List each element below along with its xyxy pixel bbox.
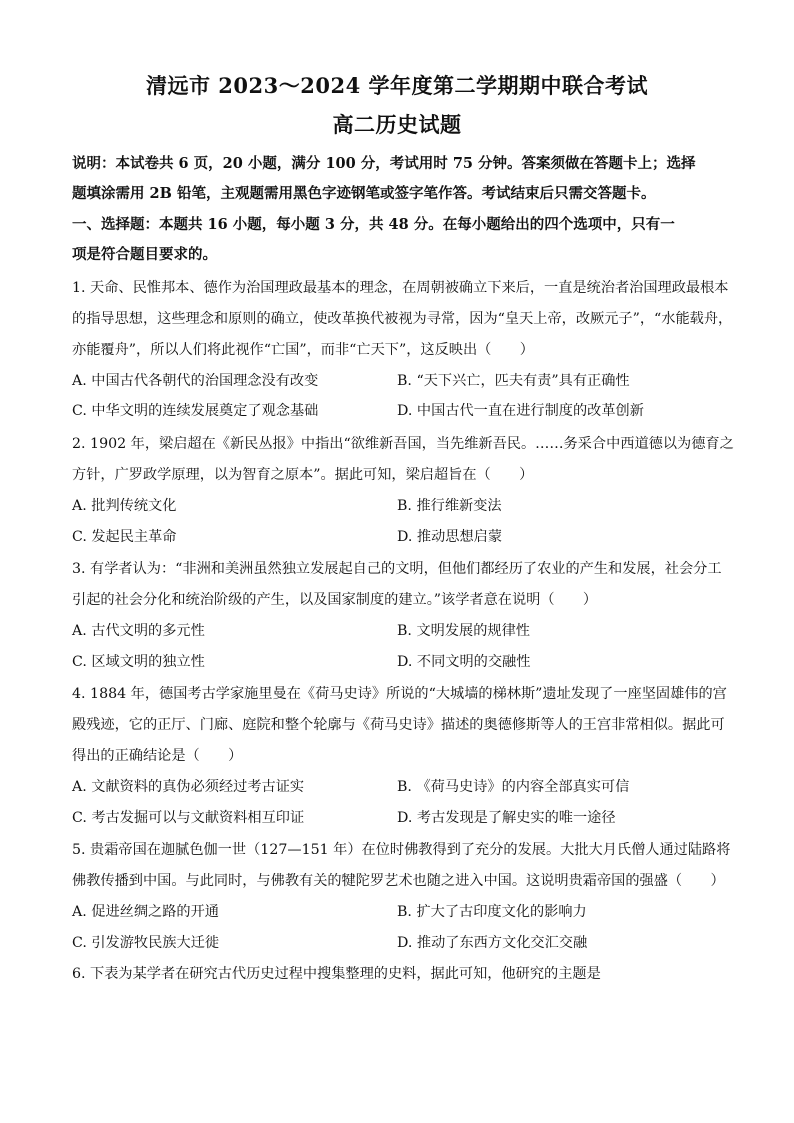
question-1-option-d: D. 中国古代一直在进行制度的改革创新 — [397, 403, 644, 419]
exam-subtitle: 高二历史试题 — [332, 112, 462, 137]
section-heading-line-1: 一、选择题：本题共 16 小题，每小题 3 分，共 48 分。在每小题给出的四个选项中，只有一 — [72, 216, 675, 233]
question-2-option-c: C. 发起民主革命 — [72, 529, 177, 545]
question-4-option-d: D. 考古发现是了解史实的唯一途径 — [397, 810, 616, 826]
question-6-line-1: 6. 下表为某学者在研究古代历史过程中搜集整理的史料，据此可知，他研究的主题是 — [72, 966, 601, 982]
question-3-option-b: B. 文明发展的规律性 — [397, 623, 530, 639]
question-1-option-b: B. “天下兴亡，匹夫有责”具有正确性 — [397, 373, 630, 389]
question-4-option-b: B. 《荷马史诗》的内容全部真实可信 — [397, 779, 630, 795]
question-4-option-c: C. 考古发掘可以与文献资料相互印证 — [72, 810, 305, 826]
question-5-option-b: B. 扩大了古印度文化的影响力 — [397, 904, 587, 920]
question-3-line-2: 引起的社会分化和统治阶级的产生，以及国家制度的建立。”该学者意在说明（ ） — [72, 592, 598, 608]
question-2-option-d: D. 推动思想启蒙 — [397, 529, 503, 545]
question-2-option-a: A. 批判传统文化 — [72, 498, 177, 514]
question-1-option-c: C. 中华文明的连续发展奠定了观念基础 — [72, 403, 319, 419]
question-4-line-3: 得出的正确结论是（ ） — [72, 748, 243, 764]
question-2-option-b: B. 推行维新变法 — [397, 498, 502, 514]
section-heading-line-2: 项是符合题目要求的。 — [72, 246, 217, 263]
question-2-line-1: 2. 1902 年，梁启超在《新民丛报》中指出“欲维新吾国，当先维新吾民。……务采合中西道德以为德育之 — [72, 436, 734, 452]
question-5-line-2: 佛教传播到中国。与此同时，与佛教有关的犍陀罗艺术也随之进入中国。这说明贵霜帝国的强盛（ ） — [72, 873, 725, 889]
instructions-line-2: 题填涂需用 2B 铅笔，主观题需用黑色字迹钢笔或签字笔作答。考试结束后只需交答题卡。 — [72, 185, 656, 202]
question-1-line-3: 亦能覆舟”，所以人们将此视作“亡国”，而非“亡天下”，这反映出（ ） — [72, 342, 534, 358]
exam-title: 清远市 2023～2024 学年度第二学期期中联合考试 — [145, 73, 648, 98]
question-3-option-d: D. 不同文明的交融性 — [397, 654, 531, 670]
question-1-option-a: A. 中国古代各朝代的治国理念没有改变 — [72, 373, 319, 389]
question-4-line-2: 殿残迹，它的正厅、门廊、庭院和整个轮廓与《荷马史诗》描述的奥德修斯等人的王宫非常相似。据此可 — [72, 717, 725, 733]
question-1-line-2: 的指导思想，这些理念和原则的确立，使改革换代被视为寻常，因为“皇天上帝，改厥元子”，“水能载舟， — [72, 311, 733, 327]
instructions-line-1: 说明：本试卷共 6 页，20 小题，满分 100 分，考试用时 75 分钟。答案须做在答题卡上；选择 — [72, 155, 696, 172]
question-2-line-2: 方针，广罗政学原理，以为智育之原本”。据此可知，梁启超旨在（ ） — [72, 467, 534, 483]
question-4-option-a: A. 文献资料的真伪必须经过考古证实 — [72, 779, 305, 795]
question-3-line-1: 3. 有学者认为：“非洲和美洲虽然独立发展起自己的文明，但他们都经历了农业的产生和发展，社会分工 — [72, 561, 722, 577]
question-3-option-a: A. 古代文明的多元性 — [72, 623, 205, 639]
question-5-option-a: A. 促进丝绸之路的开通 — [72, 904, 219, 920]
question-3-option-c: C. 区域文明的独立性 — [72, 654, 205, 670]
question-5-option-d: D. 推动了东西方文化交汇交融 — [397, 935, 588, 951]
question-5-line-1: 5. 贵霜帝国在迦腻色伽一世（127—151 年）在位时佛教得到了充分的发展。大批大月氏僧人通过陆路将 — [72, 842, 731, 858]
question-1-line-1: 1. 天命、民惟邦本、德作为治国理政最基本的理念，在周朝被确立下来后，一直是统治者治国理政最根本 — [72, 280, 729, 296]
question-5-option-c: C. 引发游牧民族大迁徙 — [72, 935, 220, 951]
question-4-line-1: 4. 1884 年，德国考古学家施里曼在《荷马史诗》所说的“大城墙的梯林斯”遗址发现了一座坚固雄伟的宫 — [72, 686, 727, 702]
